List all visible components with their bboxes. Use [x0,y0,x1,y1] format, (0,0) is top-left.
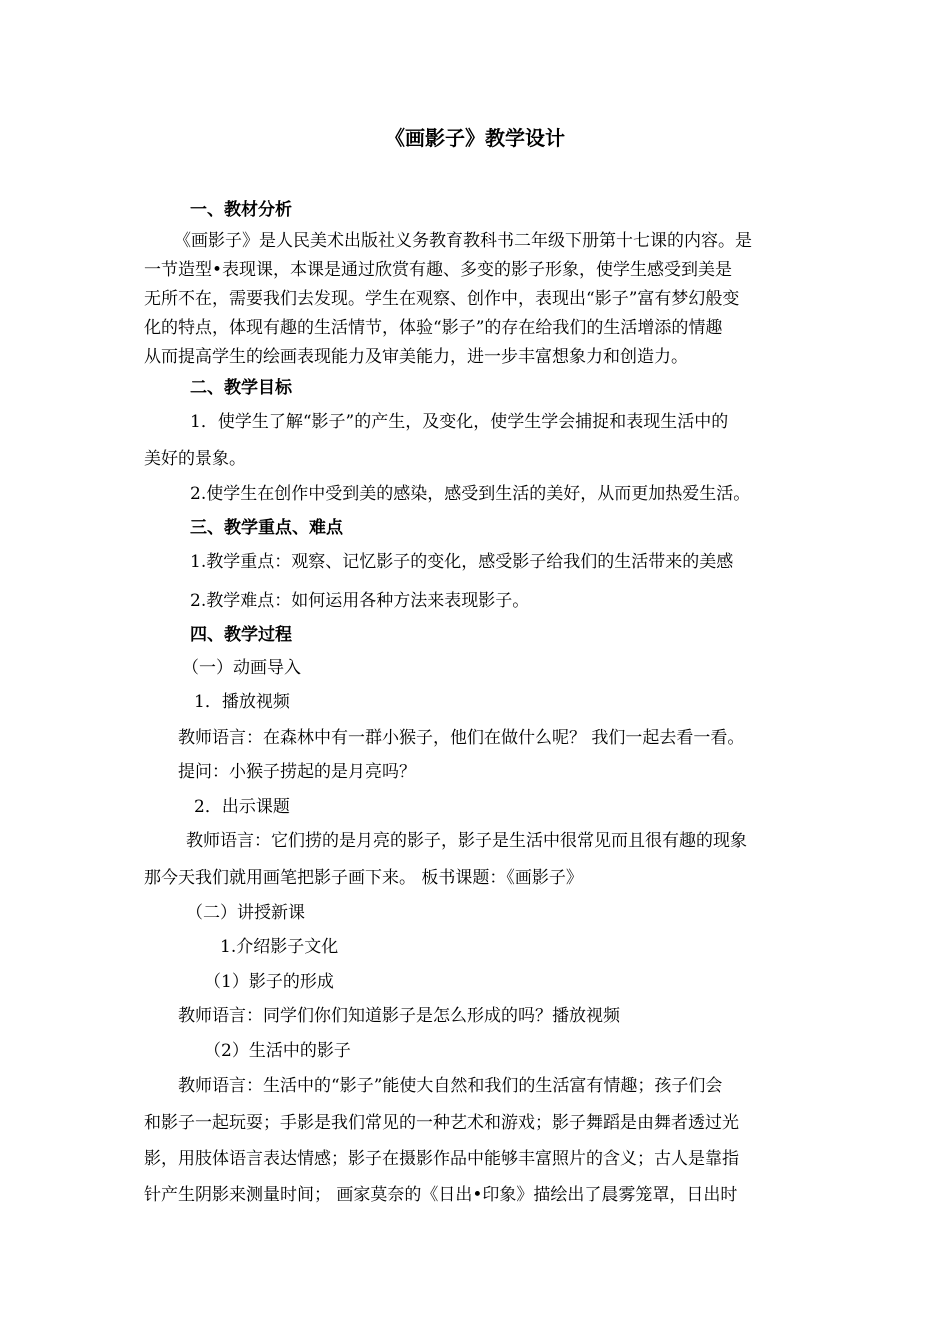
paragraph-line: 从而提高学生的绘画表现能力及审美能力，进一步丰富想象力和创造力。 [144,347,688,367]
section-heading-key-points: 三、教学重点、难点 [190,518,343,538]
process-substep: 2．出示课题 [194,797,290,817]
paragraph-line: 针产生阴影来测量时间； 画家莫奈的《日出•印象》描绘出了晨雾笼罩，日出时 [144,1185,738,1205]
teacher-speech: 教师语言：在森林中有一群小猴子，他们在做什么呢？ 我们一起去看一看。 [178,728,745,748]
paragraph-line: 影，用肢体语言表达情感；影子在摄影作品中能够丰富照片的含义；古人是靠指 [144,1149,739,1169]
section-heading-material-analysis: 一、教材分析 [190,200,292,220]
process-step-heading: （二）讲授新课 [186,903,305,923]
goal-item-1-continuation: 美好的景象。 [144,449,246,469]
paragraph-line: 一节造型•表现课，本课是通过欣赏有趣、多变的影子形象，使学生感受到美是 [144,260,733,280]
document-title: 《画影子》教学设计 [385,126,565,150]
goal-item-2: 2.使学生在创作中受到美的感染，感受到生活的美好，从而更加热爱生活。 [190,484,751,504]
paragraph-line: 无所不在，需要我们去发现。学生在观察、创作中，表现出“影子”富有梦幻般变 [144,289,740,309]
question-text: 提问：小猴子捞起的是月亮吗？ [178,762,416,782]
paragraph-line: 和影子一起玩耍；手影是我们常见的一种艺术和游戏；影子舞蹈是由舞者透过光 [144,1113,739,1133]
process-substep: 1．播放视频 [194,692,290,712]
teacher-speech-continuation: 那今天我们就用画笔把影子画下来。 板书课题：《画影子》 [144,868,583,888]
process-substep-item: （1）影子的形成 [204,972,334,992]
teacher-speech: 教师语言：同学们你们知道影子是怎么形成的吗？播放视频 [178,1006,620,1026]
key-point: 1.教学重点：观察、记忆影子的变化，感受影子给我们的生活带来的美感 [190,552,734,572]
section-heading-teaching-goals: 二、教学目标 [190,378,292,398]
process-substep: 1.介绍影子文化 [220,937,339,957]
paragraph-line: 教师语言：生活中的“影子”能使大自然和我们的生活富有情趣；孩子们会 [178,1076,723,1096]
paragraph-line: 化的特点，体现有趣的生活情节，体验“影子”的存在给我们的生活增添的情趣 [144,318,723,338]
section-heading-teaching-process: 四、教学过程 [190,625,292,645]
difficult-point: 2.教学难点：如何运用各种方法来表现影子。 [190,591,530,611]
paragraph-line: 《画影子》是人民美术出版社义务教育教科书二年级下册第十七课的内容。是 [174,231,752,251]
process-substep-item: （2）生活中的影子 [204,1041,351,1061]
teacher-speech: 教师语言：它们捞的是月亮的影子，影子是生活中很常见而且很有趣的现象 [186,831,747,851]
process-step-heading: （一）动画导入 [182,658,301,678]
goal-item-1: 1．使学生了解“影子”的产生，及变化，使学生学会捕捉和表现生活中的 [190,412,729,432]
